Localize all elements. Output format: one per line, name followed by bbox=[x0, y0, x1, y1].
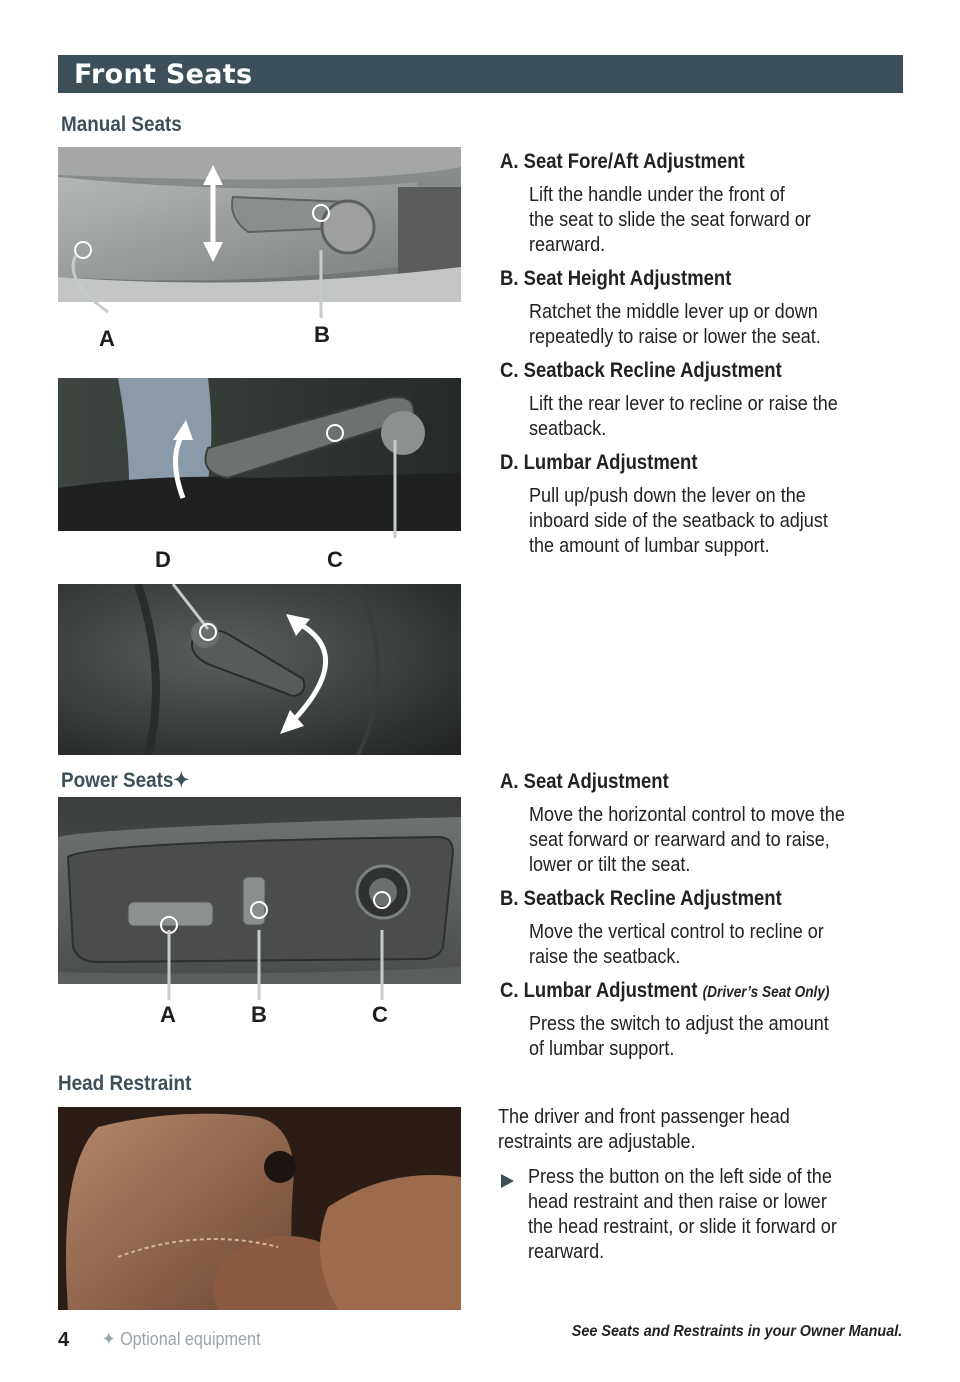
manual-item-c-body bbox=[529, 391, 838, 441]
page-title: Front Seats bbox=[74, 59, 253, 90]
text-line: the seat to slide the seat forward or bbox=[529, 208, 811, 231]
power-item-b-title: B. Seatback Recline Adjustment bbox=[500, 887, 782, 910]
power-seats-heading-text: Power Seats bbox=[61, 769, 174, 792]
power-item-c-title bbox=[500, 979, 829, 1003]
text-line: raise the seatback. bbox=[529, 945, 681, 968]
text-line: Move the horizontal control to move the bbox=[529, 803, 845, 826]
power-label-a: A bbox=[160, 1002, 176, 1027]
section-title-bar bbox=[58, 55, 903, 93]
label-b: B bbox=[314, 322, 330, 347]
owner-manual-reference: See Seats and Restraints in your Owner Manual. bbox=[571, 1323, 902, 1340]
text-line: The driver and front passenger head bbox=[498, 1105, 790, 1128]
optional-equipment-note: ✦ Optional equipment bbox=[102, 1329, 261, 1349]
power-item-c-note: (Driver’s Seat Only) bbox=[702, 984, 830, 1001]
text-line: Lift the handle under the front of bbox=[529, 183, 785, 206]
head-restraint-bullet bbox=[528, 1164, 837, 1264]
manual-item-a-body bbox=[529, 182, 811, 257]
text-line: the head restraint, or slide it forward or bbox=[528, 1215, 837, 1238]
power-seats-heading bbox=[61, 768, 189, 793]
text-line: seat forward or rearward and to raise, bbox=[529, 828, 830, 851]
text-line: Press the button on the left side of the bbox=[528, 1165, 832, 1188]
text-line: head restraint and then raise or lower bbox=[528, 1190, 827, 1213]
manual-item-b-title: B. Seat Height Adjustment bbox=[500, 267, 732, 290]
text-line: restraints are adjustable. bbox=[498, 1130, 696, 1153]
power-label-b: B bbox=[251, 1002, 267, 1027]
power-item-a-body bbox=[529, 802, 845, 877]
label-a: A bbox=[99, 326, 115, 351]
text-line: Move the vertical control to recline or bbox=[529, 920, 824, 943]
power-item-a-title: A. Seat Adjustment bbox=[500, 770, 669, 793]
manual-item-b-body bbox=[529, 299, 821, 349]
text-line: Pull up/push down the lever on the bbox=[529, 484, 806, 507]
text-line: inboard side of the seatback to adjust bbox=[529, 509, 828, 532]
leader-lines-photo1 bbox=[58, 250, 358, 330]
text-line: Lift the rear lever to recline or raise the bbox=[529, 392, 838, 415]
head-restraint-heading: Head Restraint bbox=[58, 1072, 192, 1095]
text-line: rearward. bbox=[528, 1240, 605, 1263]
manual-seats-heading: Manual Seats bbox=[61, 113, 182, 136]
power-item-b-body bbox=[529, 919, 824, 969]
manual-item-c-title: C. Seatback Recline Adjustment bbox=[500, 359, 782, 382]
manual-item-d-body bbox=[529, 483, 828, 558]
power-item-c-title-text: C. Lumbar Adjustment bbox=[500, 979, 698, 1002]
text-line: lower or tilt the seat. bbox=[529, 853, 691, 876]
power-seats-instructions bbox=[500, 770, 920, 1070]
text-line: repeatedly to raise or lower the seat. bbox=[529, 325, 821, 348]
text-line: Ratchet the middle lever up or down bbox=[529, 300, 818, 323]
leader-line-c bbox=[390, 440, 400, 540]
seatback-recline-photo bbox=[58, 378, 461, 531]
text-line: the amount of lumbar support. bbox=[529, 534, 770, 557]
manual-seats-instructions bbox=[500, 150, 920, 570]
head-restraint-photo bbox=[58, 1107, 461, 1310]
text-line: Press the switch to adjust the amount bbox=[529, 1012, 829, 1035]
text-line: rearward. bbox=[529, 233, 606, 256]
manual-item-a-title: A. Seat Fore/Aft Adjustment bbox=[500, 150, 745, 173]
manual-item-d-title: D. Lumbar Adjustment bbox=[500, 451, 698, 474]
page-number: 4 bbox=[58, 1329, 70, 1351]
head-restraint-intro bbox=[498, 1104, 790, 1154]
label-d: D bbox=[155, 547, 171, 572]
leader-lines-power bbox=[160, 930, 390, 1005]
text-line: of lumbar support. bbox=[529, 1037, 675, 1060]
lumbar-photo bbox=[58, 584, 461, 755]
power-label-c: C bbox=[372, 1002, 388, 1027]
bullet-arrow-icon bbox=[501, 1174, 515, 1188]
head-restraint-instructions bbox=[498, 1104, 918, 1304]
text-line: seatback. bbox=[529, 417, 607, 440]
power-item-c-body bbox=[529, 1011, 829, 1061]
optional-mark-icon: ✦ bbox=[173, 769, 190, 792]
label-c: C bbox=[327, 547, 343, 572]
